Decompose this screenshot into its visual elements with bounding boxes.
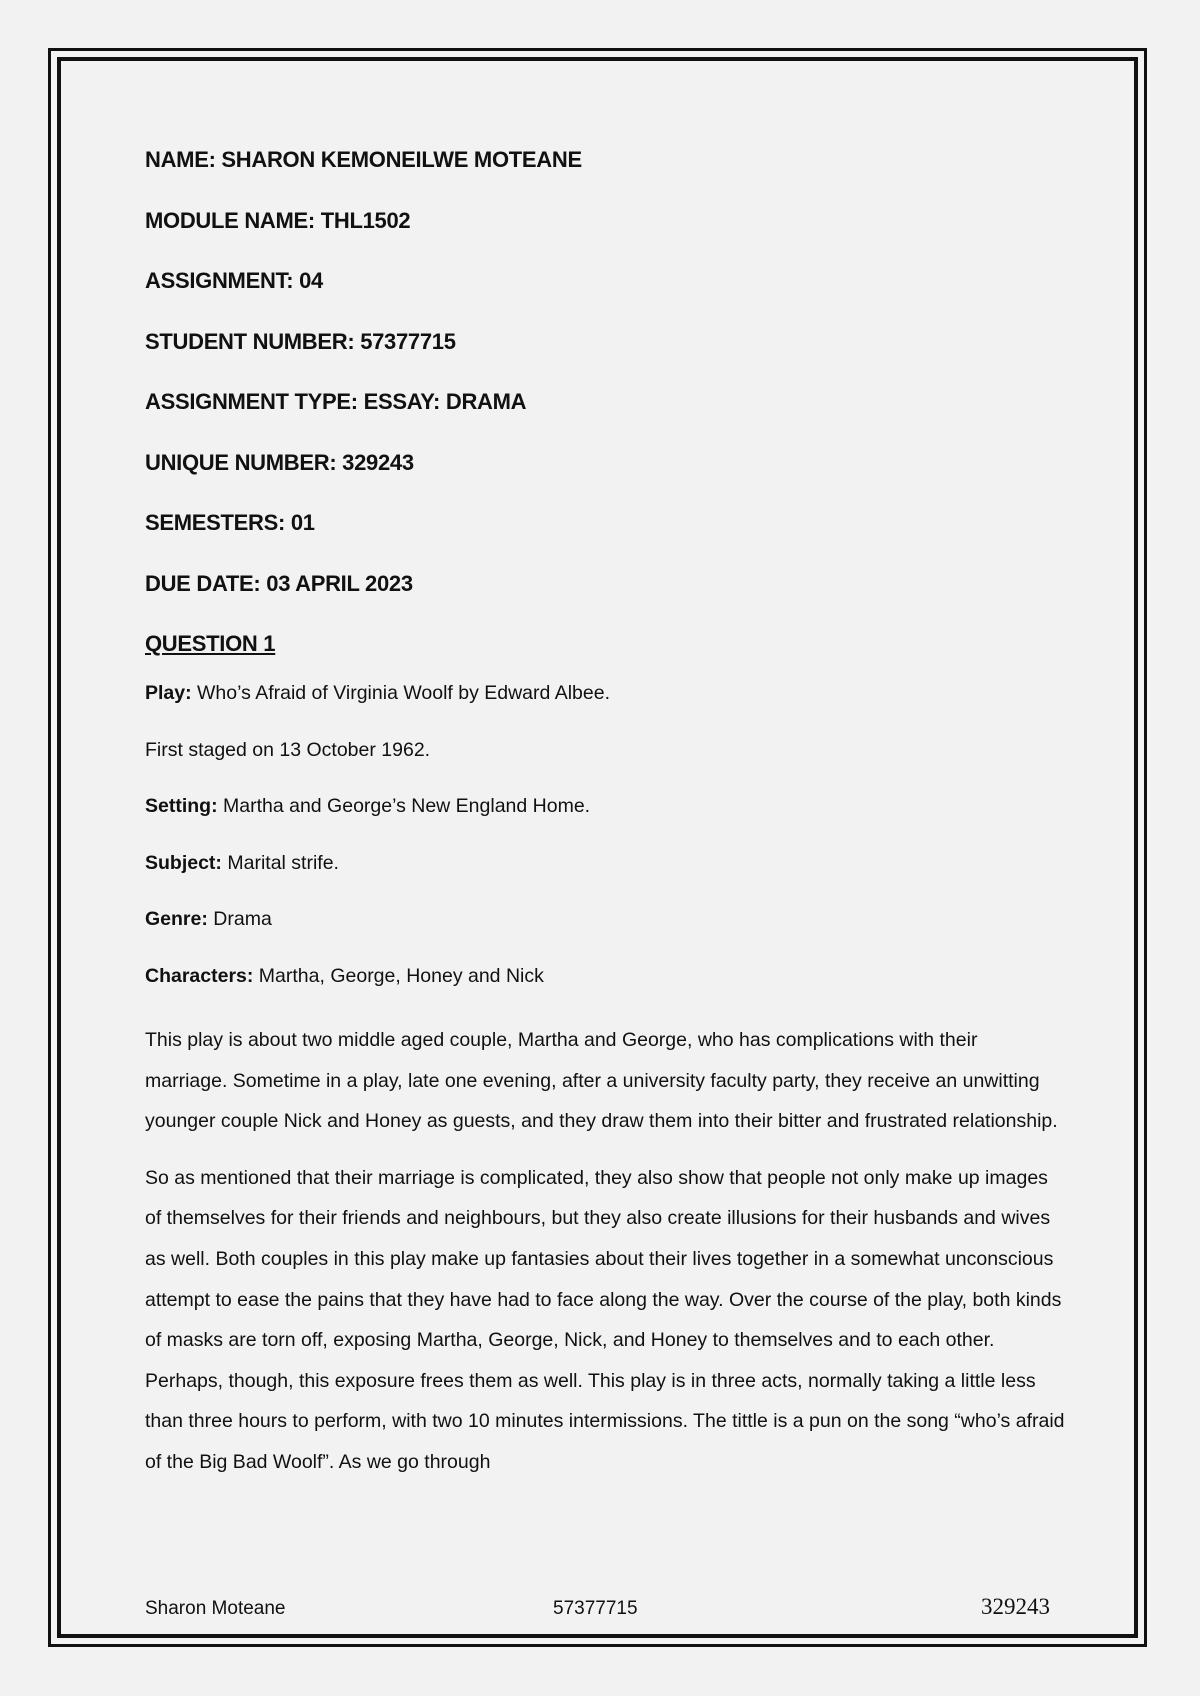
module-name: MODULE NAME: THL1502 bbox=[145, 207, 411, 233]
semesters: SEMESTERS: 01 bbox=[145, 510, 315, 535]
due-date: DUE DATE: 03 APRIL 2023 bbox=[145, 570, 413, 596]
subject-info bbox=[145, 851, 1065, 908]
footer-student-number: 57377715 bbox=[553, 1598, 638, 1619]
subject-label: Subject: bbox=[145, 851, 222, 874]
student-number: STUDENT NUMBER: 57377715 bbox=[145, 328, 456, 354]
setting-value: Martha and George’s New England Home. bbox=[217, 795, 591, 817]
characters-value: Martha, George, Honey and Nick bbox=[253, 964, 544, 987]
assignment-type: ASSIGNMENT TYPE: ESSAY: DRAMA bbox=[145, 389, 527, 414]
footer-name: Sharon Moteane bbox=[145, 1598, 286, 1619]
setting-label: Setting: bbox=[145, 795, 218, 817]
paragraph-2: So as mentioned that their marriage is complicated, they also show that people not only make up images of themselves for their friends and neighbours, but they also create illusions for their husbands and wives as well. Both couples in this play make up fantasies about their lives together in a somewhat unconscious attempt to ease the pains that they have had to face along the way. Over the course of the play, both kinds of masks are torn off, exposing Martha, George, Nick, and Honey to themselves and to each other. Perhaps, though, this exposure frees them as well. This play is in three acts, normally taking a little less than three hours to perform, with two 10 minutes intermissions. The tittle is a pun on the song “who’s afraid of the Big Bad Woolf”. As we go through bbox=[145, 1166, 1065, 1473]
assignment-number: ASSIGNMENT: 04 bbox=[145, 268, 323, 293]
play-value: Who’s Afraid of Virginia Woolf by Edward Albee. bbox=[191, 682, 611, 704]
genre-value: Drama bbox=[207, 908, 272, 930]
characters-info bbox=[145, 964, 1065, 1021]
characters-label: Characters: bbox=[145, 964, 254, 987]
genre-info bbox=[145, 907, 1065, 964]
staged-info: First staged on 13 October 1962. bbox=[145, 738, 431, 761]
play-label: Play: bbox=[145, 682, 192, 704]
genre-label: Genre: bbox=[145, 908, 208, 930]
paragraph-1: This play is about two middle aged couple, Martha and George, who has complications with their marriage. Sometime in a play, late one evening, after a university faculty party, they receive an unwitting younger couple Nick and Honey as guests, and they draw them into their bitter and frustrated relationship. bbox=[145, 1029, 1058, 1133]
setting-info bbox=[145, 794, 1065, 851]
unique-number: UNIQUE NUMBER: 329243 bbox=[145, 449, 414, 475]
document-body bbox=[145, 140, 1065, 1499]
subject-value: Marital strife. bbox=[221, 851, 339, 874]
footer-unique-number: 329243 bbox=[981, 1594, 1050, 1619]
student-name: NAME: SHARON KEMONEILWE MOTEANE bbox=[145, 147, 582, 172]
question-title: QUESTION 1 bbox=[145, 631, 276, 656]
play-info bbox=[145, 681, 1065, 738]
